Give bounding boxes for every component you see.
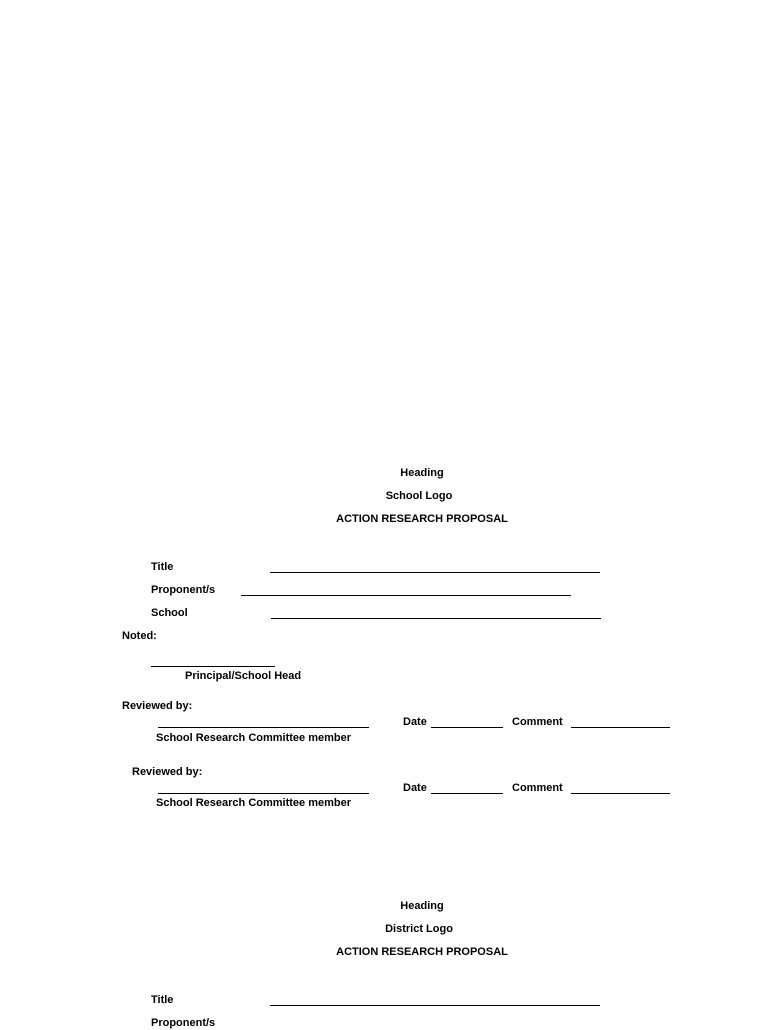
proponents-label: Proponent/s — [151, 1017, 216, 1029]
proposal-title: ACTION RESEARCH PROPOSAL — [336, 946, 508, 958]
title-field-line[interactable] — [270, 572, 600, 573]
committee-member-label: School Research Committee member — [156, 797, 352, 809]
reviewer-signature-line[interactable] — [158, 727, 369, 728]
comment-label: Comment — [512, 716, 563, 728]
reviewed-by-label: Reviewed by: — [122, 700, 193, 712]
noted-label: Noted: — [122, 630, 157, 642]
date-field-line[interactable] — [431, 727, 503, 728]
comment-field-line[interactable] — [571, 793, 670, 794]
school-logo-placeholder: School Logo — [385, 490, 453, 502]
heading-text: Heading — [400, 900, 444, 912]
comment-label: Comment — [512, 782, 563, 794]
date-field-line[interactable] — [431, 793, 503, 794]
heading-text: Heading — [400, 467, 444, 479]
principal-label: Principal/School Head — [185, 670, 302, 682]
title-label: Title — [151, 994, 174, 1006]
proponents-label: Proponent/s — [151, 584, 216, 596]
reviewed-by-label: Reviewed by: — [132, 766, 203, 778]
principal-signature-line[interactable] — [151, 666, 275, 667]
proponents-field-line[interactable] — [241, 595, 571, 596]
school-label: School — [151, 607, 188, 619]
comment-field-line[interactable] — [571, 727, 670, 728]
committee-member-label: School Research Committee member — [156, 732, 352, 744]
proposal-title: ACTION RESEARCH PROPOSAL — [336, 513, 508, 525]
reviewer-signature-line[interactable] — [158, 793, 369, 794]
school-field-line[interactable] — [271, 618, 601, 619]
title-field-line[interactable] — [270, 1005, 600, 1006]
date-label: Date — [403, 716, 427, 728]
date-label: Date — [403, 782, 427, 794]
district-logo-placeholder: District Logo — [385, 923, 453, 935]
title-label: Title — [151, 561, 174, 573]
